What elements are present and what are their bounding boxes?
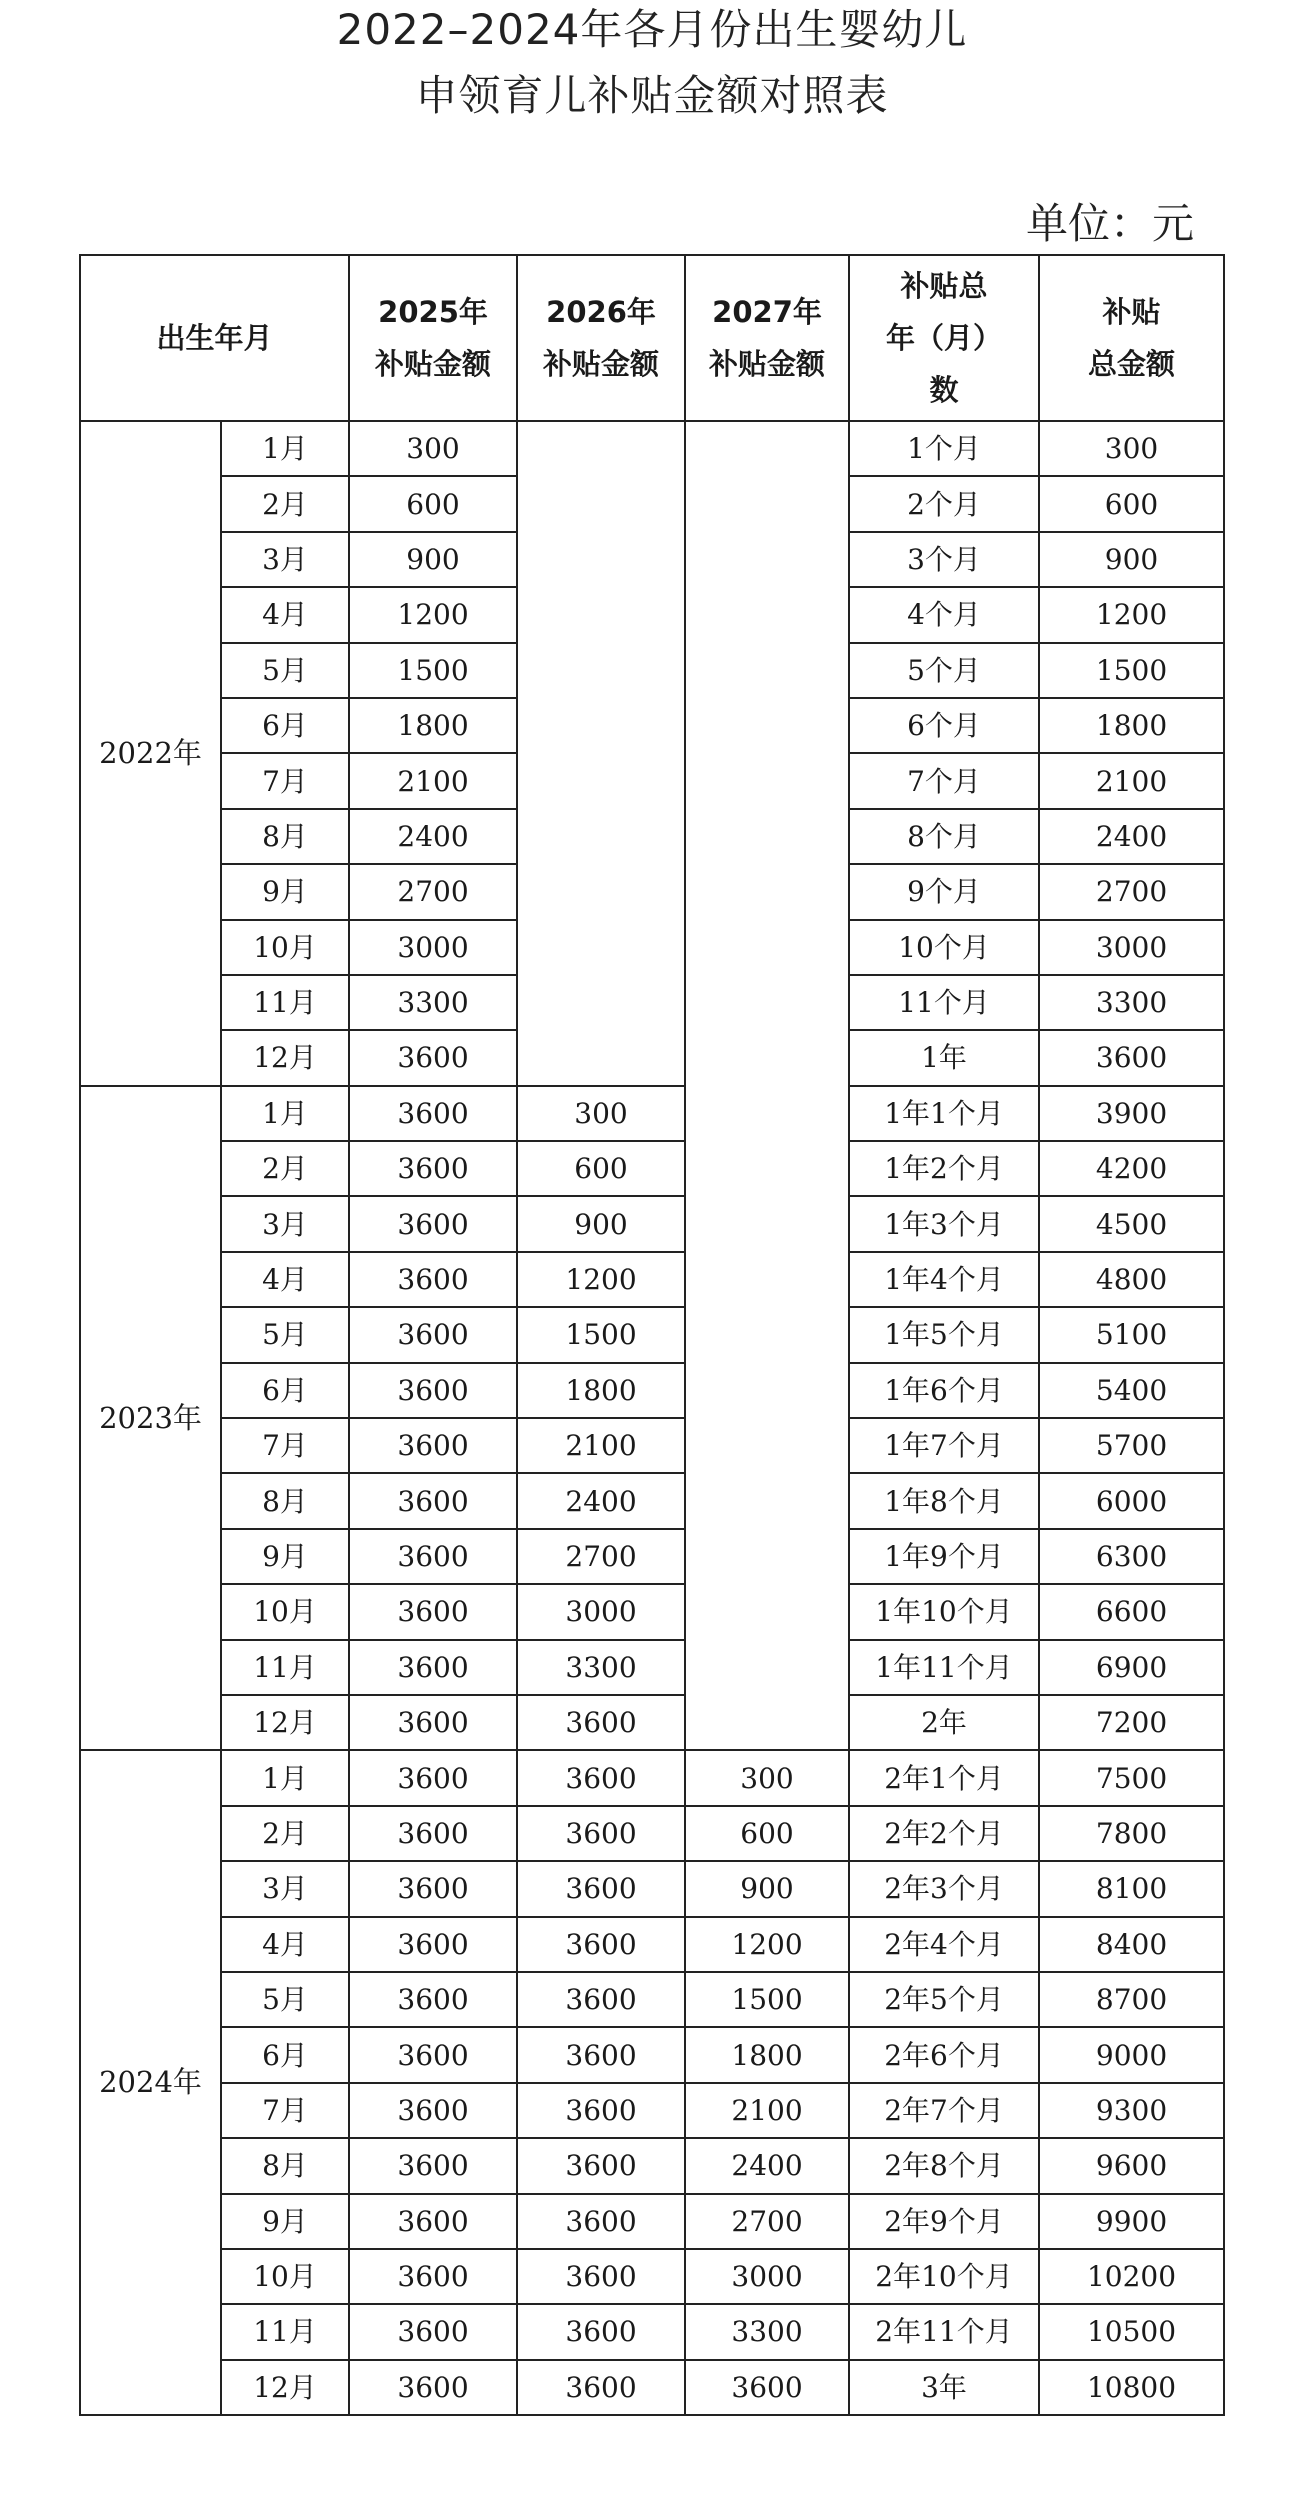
total-cell: 4200 [1039,1141,1224,1196]
month-cell: 11月 [221,975,349,1030]
total-cell: 8100 [1039,1861,1224,1916]
total-cell: 7200 [1039,1695,1224,1750]
total-cell: 600 [1039,476,1224,531]
a2025-cell: 3600 [349,1529,517,1584]
a2025-cell: 600 [349,476,517,531]
month-cell: 10月 [221,2249,349,2304]
period-cell: 1年4个月 [849,1252,1039,1307]
period-cell: 4个月 [849,587,1039,642]
month-cell: 8月 [221,809,349,864]
month-cell: 2月 [221,476,349,531]
a2026-cell: 3600 [517,1750,685,1805]
month-cell: 5月 [221,1307,349,1362]
total-cell: 8700 [1039,1972,1224,2027]
a2025-cell: 3600 [349,1640,517,1695]
period-cell: 1年7个月 [849,1418,1039,1473]
total-cell: 10800 [1039,2360,1224,2415]
period-cell: 1年3个月 [849,1196,1039,1251]
a2026-cell: 1500 [517,1307,685,1362]
subsidy-table [79,254,1225,2416]
period-cell: 1年1个月 [849,1086,1039,1141]
a2026-cell: 3600 [517,2360,685,2415]
total-cell: 6600 [1039,1584,1224,1639]
a2025-cell: 3600 [349,1307,517,1362]
total-cell: 1200 [1039,587,1224,642]
table-row [80,1363,1224,1418]
month-cell: 7月 [221,2083,349,2138]
month-cell: 4月 [221,1917,349,1972]
total-cell: 9600 [1039,2138,1224,2193]
a2027-cell: 600 [685,1806,849,1861]
a2025-cell: 2400 [349,809,517,864]
a2027-cell: 3300 [685,2304,849,2359]
a2027-cell: 2400 [685,2138,849,2193]
table-row [80,1418,1224,1473]
period-cell: 3年 [849,2360,1039,2415]
month-cell: 9月 [221,2194,349,2249]
a2026-cell: 3600 [517,1695,685,1750]
unit-label: 单位：元 [1025,199,1194,248]
period-cell: 10个月 [849,920,1039,975]
period-cell: 8个月 [849,809,1039,864]
total-cell: 9900 [1039,2194,1224,2249]
month-cell: 3月 [221,532,349,587]
period-cell: 11个月 [849,975,1039,1030]
a2026-cell: 3600 [517,1917,685,1972]
total-cell: 4500 [1039,1196,1224,1251]
table-row [80,1640,1224,1695]
a2027-cell: 300 [685,1750,849,1805]
a2026-cell: 2100 [517,1418,685,1473]
doc-title-line-2: 申领育儿补贴金额对照表 [415,71,889,120]
table-row [80,2027,1224,2082]
period-cell: 1个月 [849,421,1039,476]
period-cell: 2年9个月 [849,2194,1039,2249]
a2027-cell: 1500 [685,1972,849,2027]
a2025-cell: 3600 [349,1917,517,1972]
a2025-cell: 3600 [349,1750,517,1805]
a2025-cell: 1200 [349,587,517,642]
table-row [80,421,1224,476]
month-cell: 5月 [221,1972,349,2027]
table-row [80,1307,1224,1362]
period-cell: 2年11个月 [849,2304,1039,2359]
total-cell: 6000 [1039,1473,1224,1528]
a2025-cell: 3600 [349,2138,517,2193]
total-cell: 2100 [1039,753,1224,808]
a2025-cell: 3600 [349,1473,517,1528]
a2026-cell: 3600 [517,2249,685,2304]
a2025-cell: 2700 [349,864,517,919]
a2027-cell: 1200 [685,1917,849,1972]
total-cell: 2400 [1039,809,1224,864]
a2026-cell: 900 [517,1196,685,1251]
header-total [1039,255,1224,421]
header-period-line3: 数 [929,373,959,407]
a2025-cell: 3600 [349,1418,517,1473]
month-cell: 6月 [221,1363,349,1418]
a2025-cell: 3600 [349,1141,517,1196]
month-cell: 4月 [221,587,349,642]
a2026-cell: 3600 [517,2027,685,2082]
a2025-cell: 3600 [349,2304,517,2359]
table-body [80,421,1224,2415]
table-row [80,1086,1224,1141]
total-cell: 10200 [1039,2249,1224,2304]
table-row [80,2249,1224,2304]
table-row [80,2194,1224,2249]
header-row [80,255,1224,421]
a2026-cell: 3000 [517,1584,685,1639]
table-row [80,1196,1224,1251]
a2025-cell: 3600 [349,2360,517,2415]
header-2026-line1: 2026年 [546,295,656,329]
total-cell: 9000 [1039,2027,1224,2082]
a2026-cell: 3600 [517,2304,685,2359]
table-row [80,1529,1224,1584]
month-cell: 10月 [221,920,349,975]
a2025-cell: 900 [349,532,517,587]
a2027-cell: 3000 [685,2249,849,2304]
total-cell: 3900 [1039,1086,1224,1141]
month-cell: 1月 [221,1750,349,1805]
a2026-cell: 3300 [517,1640,685,1695]
month-cell: 3月 [221,1196,349,1251]
a2025-cell: 3600 [349,1252,517,1307]
header-total-line1: 补贴 [1102,295,1161,329]
a2025-cell: 3600 [349,1861,517,1916]
a2026-cell: 600 [517,1141,685,1196]
header-2027 [685,255,849,421]
month-cell: 12月 [221,1030,349,1085]
a2026-cell: 3600 [517,2194,685,2249]
a2025-cell: 1800 [349,698,517,753]
total-cell: 7500 [1039,1750,1224,1805]
a2025-cell: 1500 [349,643,517,698]
month-cell: 12月 [221,1695,349,1750]
total-cell: 900 [1039,532,1224,587]
total-cell: 10500 [1039,2304,1224,2359]
header-period-line1: 补贴总 [900,269,988,303]
header-2027-line1: 2027年 [712,295,822,329]
month-cell: 7月 [221,753,349,808]
a2027-cell: 900 [685,1861,849,1916]
total-cell: 3000 [1039,920,1224,975]
period-cell: 7个月 [849,753,1039,808]
a2026-cell: 3600 [517,1972,685,2027]
a2025-cell: 3600 [349,1972,517,2027]
period-cell: 6个月 [849,698,1039,753]
a2026-cell: 2700 [517,1529,685,1584]
a2026-cell: 1200 [517,1252,685,1307]
total-cell: 4800 [1039,1252,1224,1307]
month-cell: 11月 [221,1640,349,1695]
header-2025-line2: 补贴金额 [375,347,492,381]
period-cell: 3个月 [849,532,1039,587]
a2025-cell: 2100 [349,753,517,808]
doc-title-line-1: 2022–2024年各月份出生婴幼儿 [336,5,968,54]
total-cell: 2700 [1039,864,1224,919]
a2025-cell: 3600 [349,1196,517,1251]
header-total-line2: 总金额 [1088,347,1176,381]
month-cell: 1月 [221,421,349,476]
period-cell: 2年 [849,1695,1039,1750]
total-cell: 300 [1039,421,1224,476]
total-cell: 9300 [1039,2083,1224,2138]
month-cell: 8月 [221,1473,349,1528]
a2025-cell: 3600 [349,1695,517,1750]
month-cell: 2月 [221,1141,349,1196]
a2027-cell: 2700 [685,2194,849,2249]
month-cell: 12月 [221,2360,349,2415]
period-cell: 2年3个月 [849,1861,1039,1916]
month-cell: 7月 [221,1418,349,1473]
a2027-cell: 2100 [685,2083,849,2138]
period-cell: 2年2个月 [849,1806,1039,1861]
a2025-cell: 3600 [349,1030,517,1085]
year-cell: 2022年 [80,421,221,1086]
period-cell: 1年5个月 [849,1307,1039,1362]
month-cell: 3月 [221,1861,349,1916]
header-period-line2: 年（月） [886,321,1003,355]
month-cell: 9月 [221,864,349,919]
year-cell: 2023年 [80,1086,221,1751]
table-row [80,1141,1224,1196]
month-cell: 9月 [221,1529,349,1584]
period-cell: 5个月 [849,643,1039,698]
a2025-cell: 300 [349,421,517,476]
period-cell: 1年8个月 [849,1473,1039,1528]
total-cell: 8400 [1039,1917,1224,1972]
a2026-cell: 2400 [517,1473,685,1528]
a2026-cell: 3600 [517,2083,685,2138]
total-cell: 6300 [1039,1529,1224,1584]
period-cell: 2年5个月 [849,1972,1039,2027]
total-cell: 7800 [1039,1806,1224,1861]
table-row [80,2360,1224,2415]
month-cell: 5月 [221,643,349,698]
a2026-cell: 3600 [517,2138,685,2193]
table-row [80,1473,1224,1528]
period-cell: 1年6个月 [849,1363,1039,1418]
month-cell: 8月 [221,2138,349,2193]
period-cell: 1年 [849,1030,1039,1085]
a2025-cell: 3600 [349,1363,517,1418]
a2025-cell: 3600 [349,1086,517,1141]
a2025-cell: 3000 [349,920,517,975]
month-cell: 6月 [221,2027,349,2082]
period-cell: 2年10个月 [849,2249,1039,2304]
header-birth: 出生年月 [80,255,349,421]
header-2026 [517,255,685,421]
table-row [80,2304,1224,2359]
a2026-cell: 300 [517,1086,685,1141]
period-cell: 1年10个月 [849,1584,1039,1639]
period-cell: 1年2个月 [849,1141,1039,1196]
header-2025-line1: 2025年 [378,295,488,329]
period-cell: 2年1个月 [849,1750,1039,1805]
period-cell: 2年6个月 [849,2027,1039,2082]
table-row [80,1750,1224,1805]
total-cell: 1500 [1039,643,1224,698]
period-cell: 9个月 [849,864,1039,919]
table-row [80,1917,1224,1972]
month-cell: 2月 [221,1806,349,1861]
total-cell: 3300 [1039,975,1224,1030]
a2026-cell: 3600 [517,1861,685,1916]
table-row [80,1695,1224,1750]
empty-a2027-cell [685,1086,849,1751]
period-cell: 2个月 [849,476,1039,531]
period-cell: 2年8个月 [849,2138,1039,2193]
total-cell: 5400 [1039,1363,1224,1418]
empty-a2026-cell [517,421,685,1086]
table-row [80,2138,1224,2193]
a2026-cell: 1800 [517,1363,685,1418]
period-cell: 2年7个月 [849,2083,1039,2138]
a2027-cell: 1800 [685,2027,849,2082]
table-row [80,1584,1224,1639]
header-2027-line2: 补贴金额 [709,347,826,381]
total-cell: 3600 [1039,1030,1224,1085]
total-cell: 5700 [1039,1418,1224,1473]
a2026-cell: 3600 [517,1806,685,1861]
total-cell: 5100 [1039,1307,1224,1362]
header-2026-line2: 补贴金额 [543,347,660,381]
a2025-cell: 3600 [349,2249,517,2304]
total-cell: 1800 [1039,698,1224,753]
a2027-cell: 3600 [685,2360,849,2415]
table-row [80,1252,1224,1307]
period-cell: 2年4个月 [849,1917,1039,1972]
month-cell: 11月 [221,2304,349,2359]
period-cell: 1年9个月 [849,1529,1039,1584]
year-cell: 2024年 [80,1750,221,2415]
a2025-cell: 3600 [349,2194,517,2249]
table-row [80,1806,1224,1861]
table-row [80,1972,1224,2027]
a2025-cell: 3600 [349,2027,517,2082]
a2025-cell: 3600 [349,1806,517,1861]
month-cell: 1月 [221,1086,349,1141]
empty-a2027-cell [685,421,849,1086]
a2025-cell: 3600 [349,2083,517,2138]
month-cell: 4月 [221,1252,349,1307]
header-2025 [349,255,517,421]
header-period [849,255,1039,421]
month-cell: 10月 [221,1584,349,1639]
a2025-cell: 3600 [349,1584,517,1639]
month-cell: 6月 [221,698,349,753]
a2025-cell: 3300 [349,975,517,1030]
total-cell: 6900 [1039,1640,1224,1695]
table-row [80,2083,1224,2138]
period-cell: 1年11个月 [849,1640,1039,1695]
table-row [80,1861,1224,1916]
